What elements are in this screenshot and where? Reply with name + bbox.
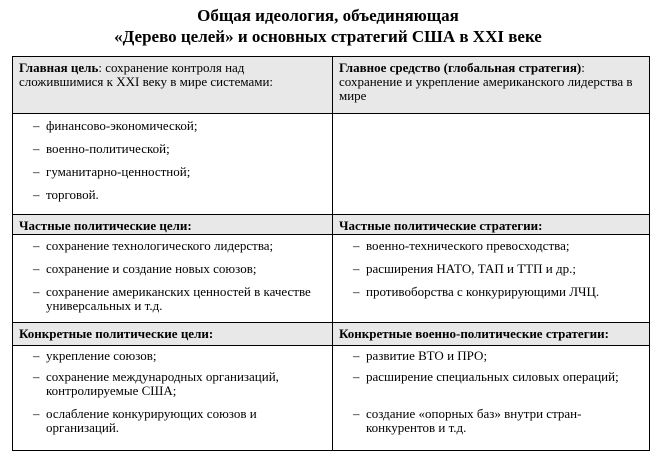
- list-item: – военно-политической;: [33, 141, 170, 156]
- private-strategies-cell: [333, 235, 650, 323]
- list-item: – противоборства с конкурирующими ЛЧЦ.: [353, 284, 600, 299]
- private-header-row: [13, 215, 650, 235]
- private-items-row: [13, 235, 650, 323]
- list-item: – сохранение международных организаций, контролируемые США;: [33, 369, 279, 398]
- list-item: – расширение специальных силовых операций;: [353, 369, 619, 384]
- main-means-text: : сохранение и укрепление американского лидерства в мире: [339, 60, 633, 103]
- concrete-goals-header-cell: [13, 323, 333, 346]
- list-item: – сохранение и создание новых союзов;: [33, 261, 257, 276]
- list-item: – укрепление союзов;: [33, 348, 157, 363]
- list-item: – создание «опорных баз» внутри стран-конкурентов и т.д.: [353, 406, 582, 435]
- main-goal-text: : сохранение контроля над сложившимися к XXI веку в мире системами:: [19, 60, 274, 89]
- document-title-line-2: «Дерево целей» и основных стратегий США в XXI веке: [114, 27, 542, 46]
- main-goal-cell: [13, 57, 333, 114]
- private-goals-cell: [13, 235, 333, 323]
- list-item: – сохранение технологического лидерства;: [33, 238, 274, 253]
- main-means-cell: [333, 57, 650, 114]
- document-title-line-1: Общая идеология, объединяющая: [197, 6, 459, 25]
- private-goals-header-cell: [13, 215, 333, 235]
- concrete-strategies-header-cell: [333, 323, 650, 346]
- list-item: – развитие ВТО и ПРО;: [353, 348, 488, 363]
- private-goals-header: Частные политические цели:: [19, 218, 192, 233]
- concrete-goals-header: Конкретные политические цели:: [19, 326, 214, 341]
- concrete-goals-cell: [13, 346, 333, 451]
- main-goal-items-cell: [13, 114, 333, 215]
- concrete-items-row: [13, 346, 650, 451]
- empty-cell: [333, 114, 650, 215]
- main-goal-items-row: [13, 114, 650, 215]
- concrete-header-row: [13, 323, 650, 346]
- list-item: – военно-технического превосходства;: [353, 238, 570, 253]
- list-item: – торговой.: [33, 187, 99, 202]
- concrete-strategies-header: Конкретные военно-политические стратегии:: [339, 326, 609, 341]
- list-item: – сохранение американских ценностей в качестве универсальных и т.д.: [33, 284, 311, 313]
- concrete-strategies-cell: [333, 346, 650, 451]
- list-item: – финансово-экономической;: [33, 118, 198, 133]
- main-means-label: Главное средство (глобальная стратегия): [339, 60, 582, 75]
- list-item: – ослабление конкурирующих союзов и организаций.: [33, 406, 257, 435]
- ideology-table: [12, 56, 650, 451]
- main-goal-row: [13, 57, 650, 114]
- list-item: – гуманитарно-ценностной;: [33, 164, 191, 179]
- main-goal-label: Главная цель: [19, 60, 99, 75]
- list-item: – расширения НАТО, ТАП и ТТП и др.;: [353, 261, 576, 276]
- private-strategies-header-cell: [333, 215, 650, 235]
- private-strategies-header: Частные политические стратегии:: [339, 218, 543, 233]
